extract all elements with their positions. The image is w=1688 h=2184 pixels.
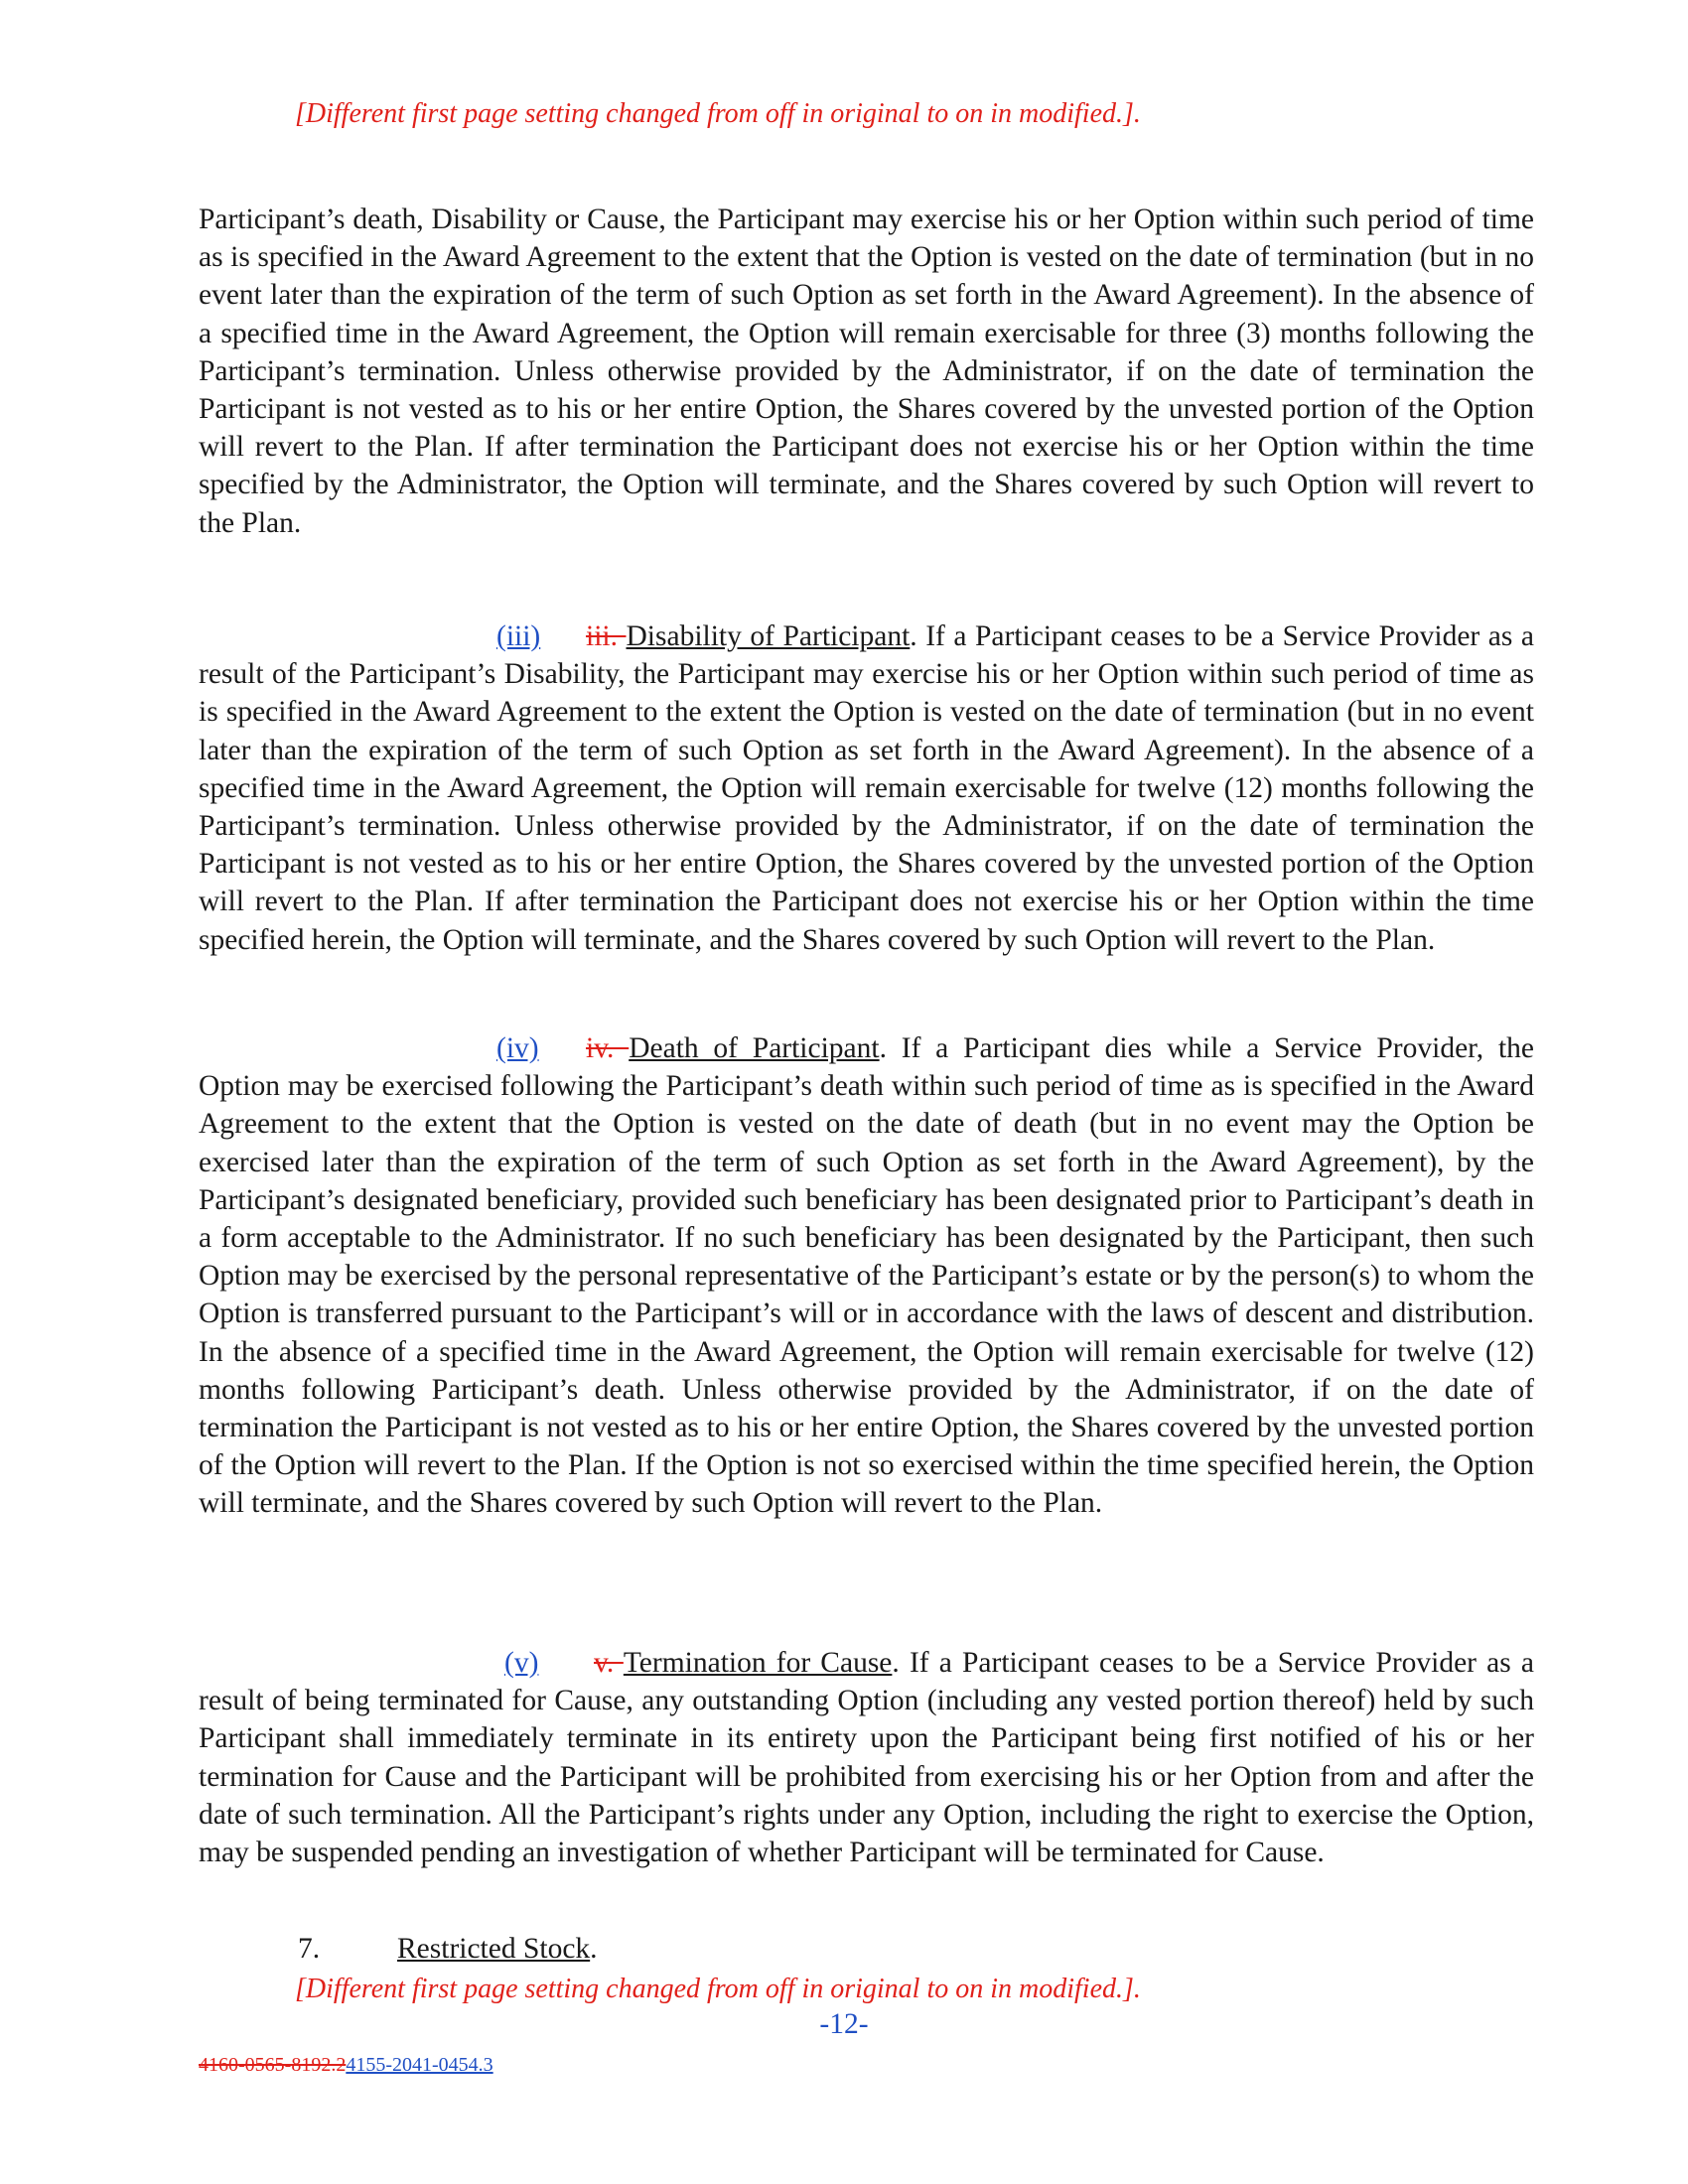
section-title-suffix: . [590, 1933, 598, 1965]
clause-text: . If a Participant ceases to be a Service Provider as a result of the Participant’s Disability, the Participant may exercise his or her Option within such period of time as is specified in the Award Agreement to the extent the Option is vested on the date of termination (but in no event later than the expiration of the term of such Option as set forth in the Award Agreement). In the absence of a specified time in the Award Agreement, the Option will remain exercisable for twelve (12) months following the Participant’s termination. Unless otherwise provided by the Administrator, if on the date of termination the Participant is not vested as to his or her entire Option, the Shares covered by the unvested portion of the Option will revert to the Plan. If after termination the Participant does not exercise his or her Option within the time specified herein, the Option will terminate, and the Shares covered by such Option will revert to the Plan. [199, 620, 1534, 956]
inserted-clause-number: (iii) [496, 620, 541, 652]
section-number: 7. [298, 1933, 321, 1965]
clause-heading: Termination for Cause [623, 1647, 893, 1679]
clause-heading: Disability of Participant [626, 620, 911, 652]
section-heading-restricted-stock [298, 1930, 598, 1968]
paragraph-termination-for-cause [199, 1644, 1534, 1871]
paragraph-death-of-participant [199, 1029, 1534, 1523]
paragraph-disability-of-participant [199, 617, 1534, 959]
page-number [0, 2006, 1688, 2042]
paragraph-continuation: Participant’s death, Disability or Cause, the Participant may exercise his or her Option within such period of time as is specified in the Award Agreement to the extent that the Option is vested on the date of termination (but in no event later than the expiration of the term of such Option as set forth in the Award Agreement). In the absence of a specified time in the Award Agreement, the Option will remain exercisable for three (3) months following the Participant’s termination. Unless otherwise provided by the Administrator, if on the date of termination the Participant is not vested as to his or her entire Option, the Shares covered by the unvested portion of the Option will revert to the Plan. If after termination the Participant does not exercise his or her Option within the time specified by the Administrator, the Option will terminate, and the Shares covered by such Option will revert to the Plan. [199, 204, 1534, 539]
inserted-clause-number: (v) [504, 1647, 539, 1679]
header-change-note: [Different first page setting changed from off in original to on in modified.]. [295, 98, 1141, 129]
deleted-document-id: 4160-0565-8192.2 [199, 2054, 347, 2076]
page-number-text: -12- [819, 2008, 869, 2040]
deleted-clause-number: iii. [586, 620, 627, 652]
deleted-clause-number: iv. [586, 1032, 630, 1064]
footer-change-note: [Different first page setting changed from off in original to on in modified.]. [295, 1974, 1141, 2004]
document-id [199, 2053, 493, 2077]
clause-text: . If a Participant ceases to be a Service Provider as a result of being terminated for Cause, any outstanding Option (including any vested portion thereof) held by such Participant shall immediately terminate in its entirety upon the Participant being first notified of his or her termination for Cause and the Participant will be prohibited from exercising his or her Option from and after the date of such termination. All the Participant’s rights under any Option, including the right to exercise the Option, may be suspended pending an investigation of whether Participant will be terminated for Cause. [199, 1647, 1534, 1869]
section-title: Restricted Stock [397, 1933, 591, 1965]
inserted-document-id: 4155-2041-0454.3 [346, 2054, 493, 2076]
clause-text: . If a Participant dies while a Service Provider, the Option may be exercised following the Participant’s death within such period of time as is specified in the Award Agreement to the extent that the Option is vested on the date of death (but in no event may the Option be exercised later than the expiration of the term of such Option as set forth in the Award Agreement), by the Participant’s designated beneficiary, provided such beneficiary has been designated prior to Participant’s death in a form acceptable to the Administrator. If no such beneficiary has been designated by the Participant, then such Option may be exercised by the personal representative of the Participant’s estate or by the person(s) to whom the Option is transferred pursuant to the Participant’s will or in accordance with the laws of descent and distribution. In the absence of a specified time in the Award Agreement, the Option will remain exercisable for twelve (12) months following Participant’s death. Unless otherwise provided by the Administrator, if on the date of termination the Participant is not vested as to his or her entire Option, the Shares covered by the unvested portion of the Option will revert to the Plan. If the Option is not so exercised within the time specified herein, the Option will terminate, and the Shares covered by such Option will revert to the Plan. [199, 1032, 1535, 1520]
deleted-clause-number: v. [594, 1647, 624, 1679]
inserted-clause-number: (iv) [496, 1032, 539, 1064]
clause-heading: Death of Participant [629, 1032, 880, 1064]
